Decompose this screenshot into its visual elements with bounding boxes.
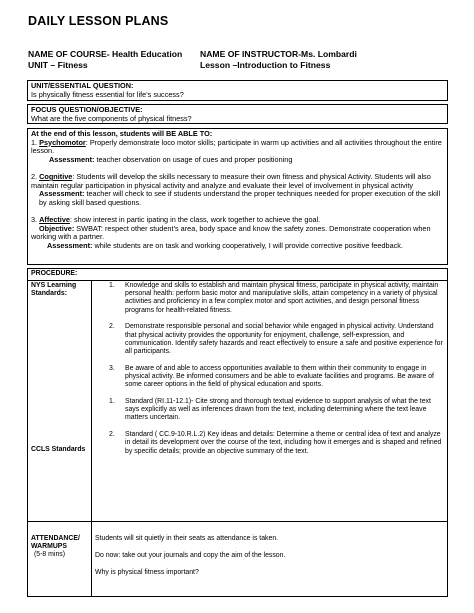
attendance-line: Why is physical fitness important?	[95, 568, 199, 576]
affective-assessment: Assessment: while students are on task and working cooperatively, I will provide corrective positive feedback.	[47, 240, 403, 250]
attendance-line: Do now: take out your journals and copy the aim of the lesson.	[95, 551, 286, 559]
attendance-label-cell	[28, 522, 92, 597]
ccls-standard-item: 2. Standard ( CC.9-10.R.L.2) Key ideas and details: Determine a theme or central idea of text and analyze in detail its development over the course of the text, including how it emerges and is shaped and refined by specific details; provide an objective summary of the text.	[109, 431, 442, 455]
unit-question-box	[27, 80, 448, 101]
page-title: DAILY LESSON PLANS	[28, 14, 169, 28]
focus-question-label: FOCUS QUESTION/OBJECTIVE:	[31, 105, 143, 114]
attendance-label: ATTENDANCE/ WARMUPS	[31, 535, 80, 551]
standards-list-cell	[92, 281, 448, 522]
standard-item: 3. Be aware of and able to access opportunities available to them within their community to engage in physical activity. Be informed consumers and be able to evaluate facilities and programs. Be aware of some career options in the field of physical education and sports.	[109, 364, 434, 389]
standard-item: 1. Knowledge and skills to establish and maintain physical fitness, participate in physical activity, maintain personal health: perform basic motor and manipulative skills, attain competency in a variety of physical activities and proficiency in a few complex motor and sport activities, and design personal fitness programs for health-related fitness.	[109, 282, 439, 314]
ccls-standards-label: CCLS Standards	[31, 446, 86, 453]
focus-question-text: What are the five components of physical fitness?	[31, 113, 192, 123]
objectives-box	[27, 128, 448, 265]
standard-item: 2. Demonstrate responsible personal and social behavior while engaged in physical activity. Understand that physical activity provides the opportunity for enjoyment, challenge, self-expression, and communication. Identify safety hazards and react effectively to ensure a safe and positive experience for all participants.	[109, 323, 443, 356]
unit-question-text: Is physically fitness essential for life’s success?	[31, 89, 184, 99]
cognitive-assessment: Assessment: teacher will check to see if students understand the proper techniques needed for proper execution of the skill by asking skill based questions.	[39, 189, 441, 207]
unit-question-label: UNIT/ESSENTIAL QUESTION:	[31, 81, 134, 90]
instructor-name: NAME OF INSTRUCTOR-Ms. Lombardi	[200, 49, 357, 59]
nys-standards-label: NYS Learning Standards:	[31, 282, 77, 298]
objectives-heading: At the end of this lesson, students will BE ABLE TO:	[31, 129, 213, 138]
affective-objective: 3. Affective: show interest in partic ipating in the class, work together to achieve the goal.	[31, 214, 321, 224]
affective-swbat: Objective: SWBAT: respect other student’s area, body space and know the safety zones. Demonstrate cooperation when working with a partner.	[31, 223, 431, 242]
attendance-time: (5-8 mins)	[34, 551, 66, 559]
instructor-info	[200, 49, 357, 71]
cognitive-objective: 2. Cognitive: Students will develop the skills necessary to measure their own fitness and physical Activity. Students will also maintain regular participation in physical activity and analyze and evaluate their level of involvement in physical activity	[31, 171, 431, 190]
focus-question-box	[27, 104, 448, 124]
psychomotor-assessment: Assessment: teacher observation on usage of cues and proper positioning	[49, 154, 293, 164]
lesson-name: Lesson –Introduction to Fitness	[200, 60, 331, 70]
course-info	[28, 49, 182, 71]
ccls-standard-item: 1. Standard (RI.11-12.1)- Cite strong and thorough textual evidence to support analysis of what the text says explicitly as well as inferences drawn from the text, including determining where the text leave matters uncertain.	[109, 398, 431, 422]
procedure-header: PROCEDURE:	[28, 269, 448, 281]
procedure-table	[27, 268, 448, 597]
attendance-line: Students will sit quietly in their seats as attendance is taken.	[95, 535, 279, 542]
standards-label-cell	[28, 281, 92, 522]
course-name: NAME OF COURSE- Health Education	[28, 49, 183, 59]
attendance-content-cell	[92, 522, 448, 597]
unit-name: UNIT – Fitness	[28, 60, 88, 70]
psychomotor-objective: 1. Psychomotor: Properly demonstrate loco motor skills; participate in warm up activities and all activities throughout the entire lesson.	[31, 137, 442, 156]
